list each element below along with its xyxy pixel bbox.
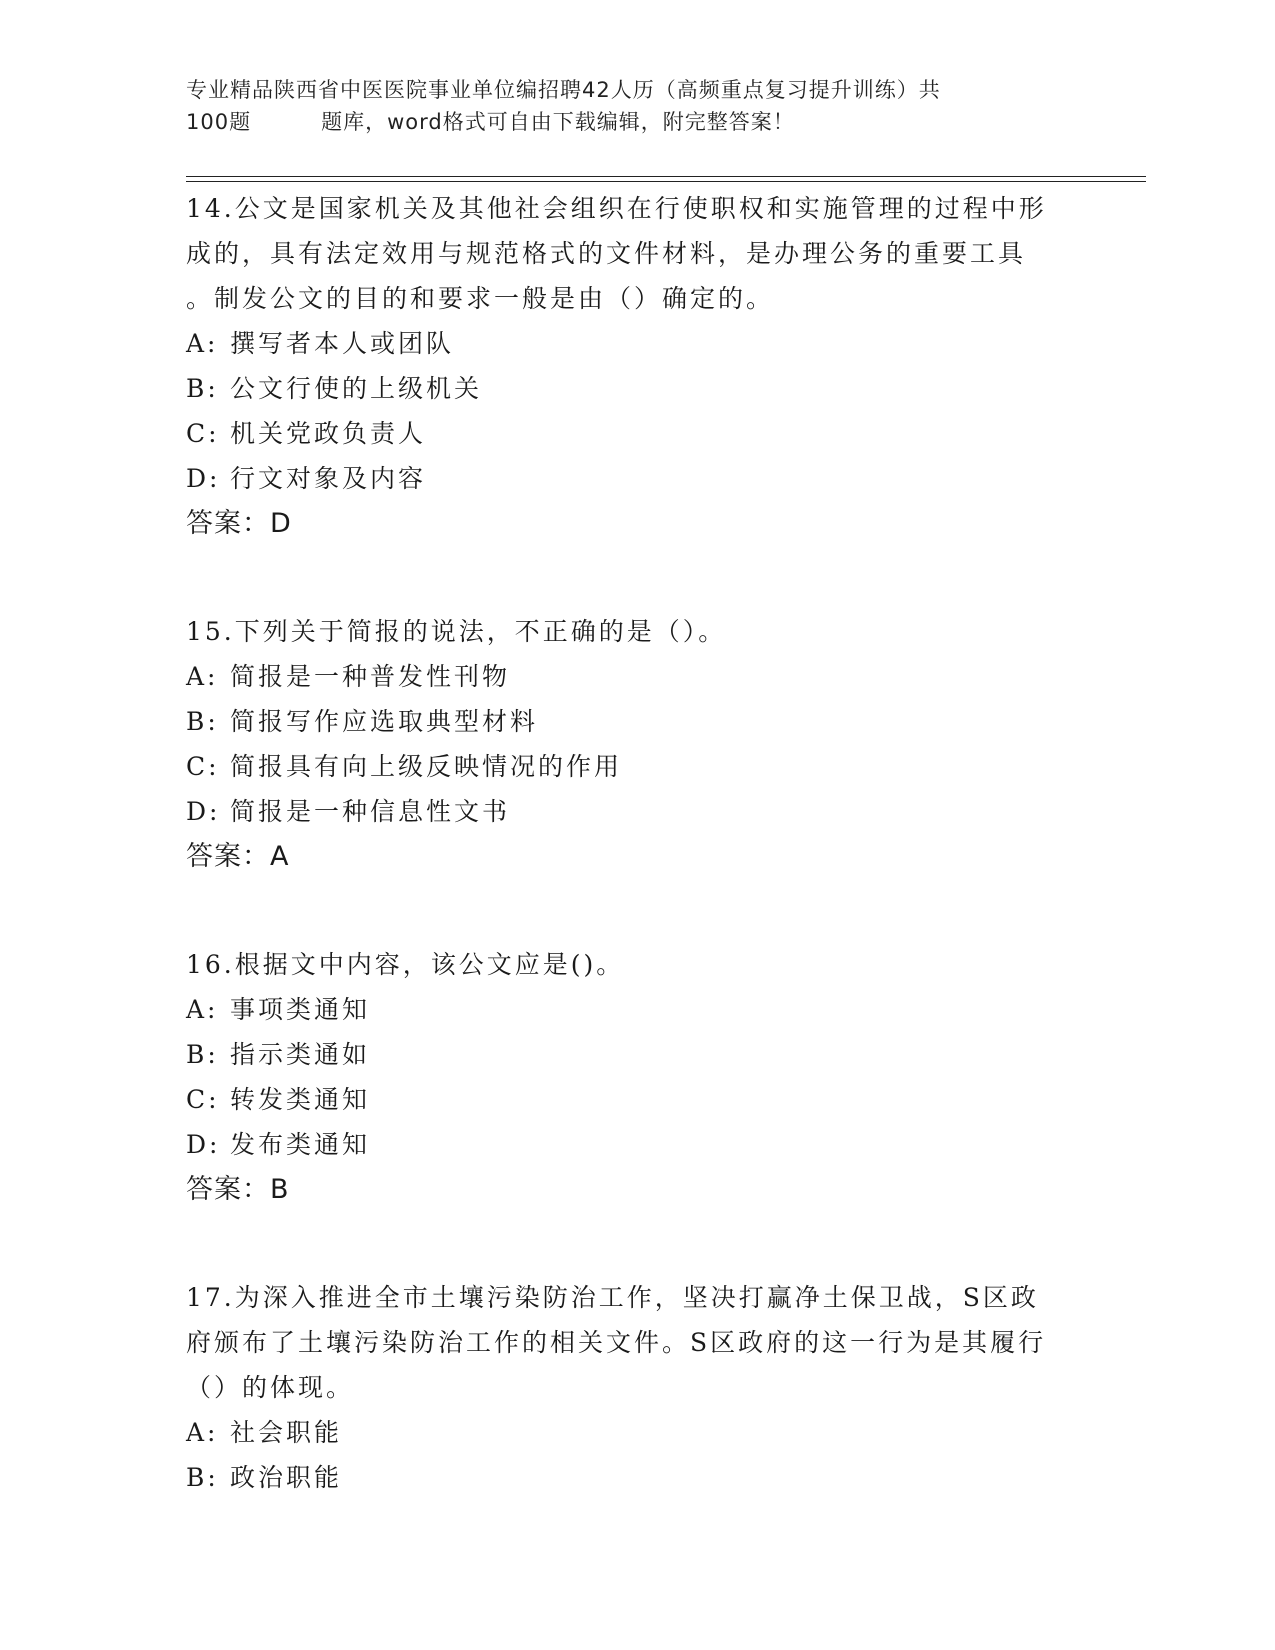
question-15 [186,609,1086,880]
header-question-count: 100题 [186,110,252,134]
option-c [186,1077,1086,1122]
option-text: 机关党政负责人 [230,419,427,448]
header-title-line-2 [186,106,1066,138]
option-a [186,987,1086,1032]
answer-line: 答案：A [186,841,290,872]
option-text: 简报写作应选取典型材料 [230,707,539,736]
question-stem-line: 16.根据文中内容，该公文应是()。 [186,950,625,979]
option-a [186,654,1086,699]
question-stem-line: 成的，具有法定效用与规范格式的文件材料，是办理公务的重要工具 [186,239,1027,268]
header-description: 题库，word格式可自由下载编辑，附完整答案！ [321,110,795,134]
question-stem-line: 15.下列关于简报的说法，不正确的是（）。 [186,617,727,646]
header-title-line-1: 专业精品陕西省中医医院事业单位编招聘42人历（高频重点复习提升训练）共 [186,78,941,102]
option-text: 事项类通知 [230,995,371,1024]
question-stem-line: 。制发公文的目的和要求一般是由（）确定的。 [186,284,775,313]
option-text: 转发类通知 [230,1085,371,1114]
option-key: B: [186,1040,219,1069]
answer-line: 答案：B [186,1174,290,1205]
option-text: 指示类通如 [230,1040,371,1069]
option-key: B: [186,374,219,403]
option-key: A: [186,1418,219,1447]
option-key: A: [186,329,219,358]
option-text: 社会职能 [230,1418,343,1447]
question-stem-line: （）的体现。 [186,1373,355,1402]
option-text: 简报是一种普发性刊物 [230,662,511,691]
document-header [186,74,1066,138]
option-b [186,1455,1086,1500]
option-a [186,1410,1086,1455]
option-b [186,366,1086,411]
option-text: 行文对象及内容 [230,464,427,493]
option-text: 撰写者本人或团队 [230,329,455,358]
option-text: 简报具有向上级反映情况的作用 [230,752,623,781]
option-text: 政治职能 [230,1463,343,1492]
option-key: C: [186,419,220,448]
option-key: C: [186,752,220,781]
option-key: A: [186,995,219,1024]
option-d [186,789,1086,834]
header-double-rule [186,176,1146,182]
question-16 [186,942,1086,1213]
option-text: 公文行使的上级机关 [230,374,483,403]
option-d [186,1122,1086,1167]
option-key: C: [186,1085,220,1114]
option-key: B: [186,1463,219,1492]
option-key: B: [186,707,219,736]
option-key: D: [186,1130,221,1159]
question-17 [186,1275,1086,1500]
question-stem-line: 府颁布了土壤污染防治工作的相关文件。S区政府的这一行为是其履行 [186,1328,1047,1357]
option-key: D: [186,797,221,826]
option-key: D: [186,464,221,493]
option-text: 发布类通知 [230,1130,371,1159]
option-c [186,744,1086,789]
option-d [186,456,1086,501]
option-b [186,1032,1086,1077]
option-a [186,321,1086,366]
option-key: A: [186,662,219,691]
question-stem-line: 14.公文是国家机关及其他社会组织在行使职权和实施管理的过程中形 [186,194,1047,223]
answer-line: 答案：D [186,508,292,539]
option-b [186,699,1086,744]
option-text: 简报是一种信息性文书 [230,797,511,826]
option-c [186,411,1086,456]
question-list [186,186,1086,1500]
question-stem-line: 17.为深入推进全市土壤污染防治工作，坚决打赢净土保卫战，S区政 [186,1283,1039,1312]
question-14 [186,186,1086,547]
